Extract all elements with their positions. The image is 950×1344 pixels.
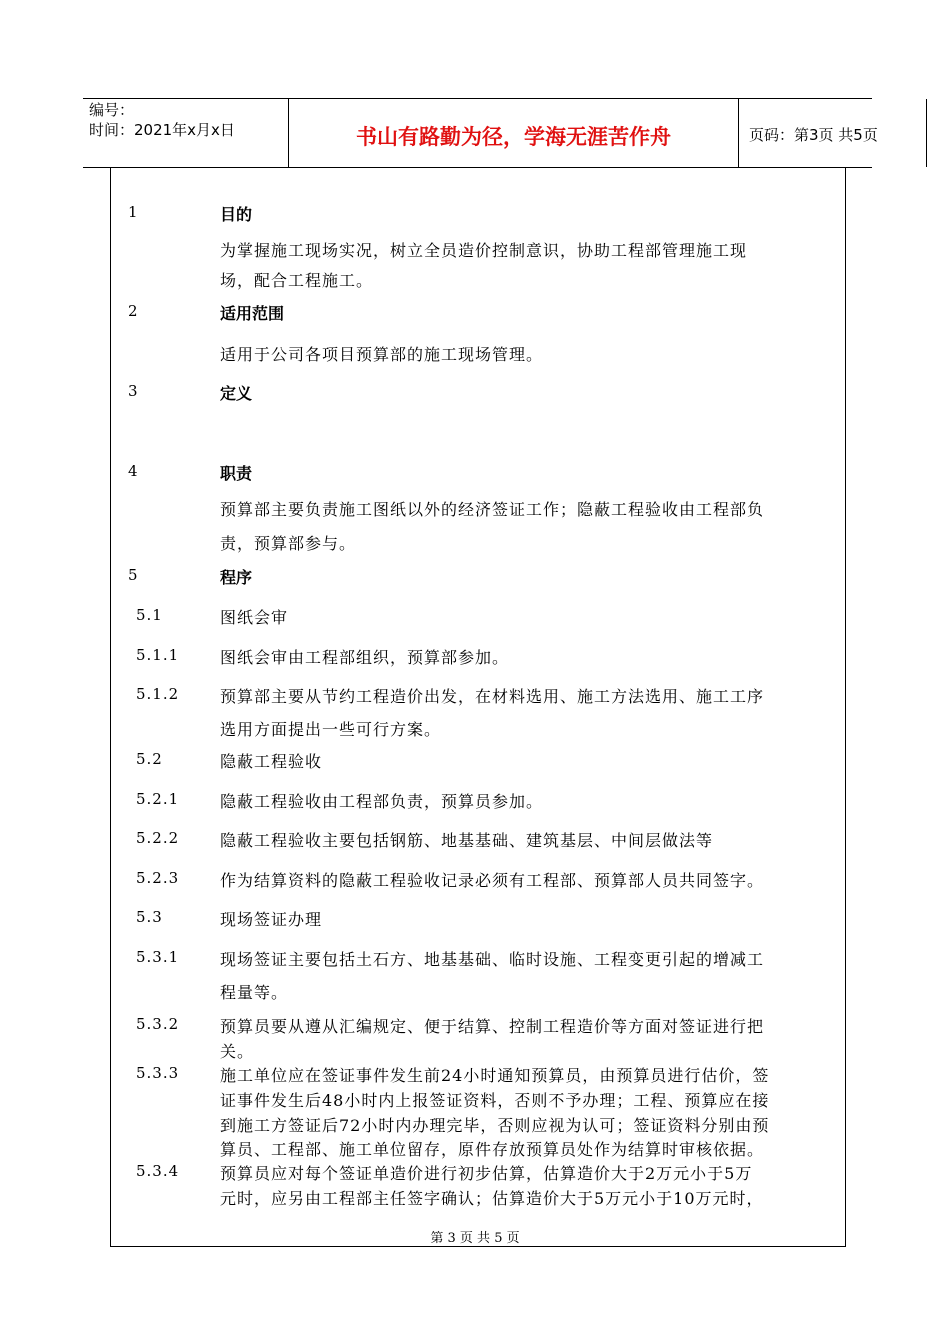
item-text: 隐蔽工程验收主要包括钢筋、地基基础、建筑基层、中间层做法等 [220,831,714,850]
item-text-line: 程量等。 [220,983,289,1002]
section-number: 4 [128,462,138,480]
item-number: 5.1.1 [136,646,180,664]
item-text: 隐蔽工程验收由工程部负责，预算员参加。 [220,792,544,811]
header-meta-cell [83,99,289,167]
item-number: 5.3.4 [136,1162,180,1180]
time-label: 时间：2021年x月x日 [89,121,235,139]
item-text-line: 预算员要从遵从汇编规定、便于结算、控制工程造价等方面对签证进行把 [220,1017,765,1036]
item-text: 现场签证办理 [220,910,323,929]
item-text: 图纸会审由工程部组织，预算部参加。 [220,648,510,667]
item-number: 5.2.3 [136,869,180,887]
item-text-line: 现场签证主要包括土石方、地基基础、临时设施、工程变更引起的增减工 [220,950,765,969]
item-number: 5.3 [136,908,163,926]
page-footer: 第 3 页 共 5 页 [430,1231,520,1246]
item-text-line: 选用方面提出一些可行方案。 [220,720,442,739]
item-number: 5.3.2 [136,1015,180,1033]
document-header [83,98,878,168]
purpose-text-line: 场，配合工程施工。 [220,271,374,290]
item-text-line: 施工单位应在签证事件发生前24小时通知预算员，由预算员进行估价，签 [220,1066,770,1085]
item-text-line: 预算员应对每个签证单造价进行初步估算，估算造价大于2万元小于5万 [220,1164,753,1183]
item-text-line: 算员、工程部、施工单位留存，原件存放预算员处作为结算时审核依据。 [220,1140,765,1159]
section-title-procedure: 程序 [220,568,253,587]
motto-text: 书山有路勤为径，学海无涯苦作舟 [356,125,671,149]
item-number: 5.2 [136,750,163,768]
page-code: 页码：第3页 共5页 [749,126,878,144]
item-number: 5.2.1 [136,790,180,808]
item-text: 作为结算资料的隐蔽工程验收记录必须有工程部、预算部人员共同签字。 [220,871,765,890]
purpose-text-line: 为掌握施工现场实况，树立全员造价控制意识，协助工程部管理施工现 [220,241,748,260]
item-number: 5.1 [136,606,163,624]
section-number: 1 [128,203,138,221]
duties-text-line: 预算部主要负责施工图纸以外的经济签证工作；隐蔽工程验收由工程部负 [220,500,765,519]
item-number: 5.1.2 [136,685,180,703]
item-text-line: 元时，应另由工程部主任签字确认；估算造价大于5万元小于10万元时， [220,1189,764,1208]
serial-label: 编号： [89,101,135,119]
section-title-duties: 职责 [220,464,253,483]
item-number: 5.3.1 [136,948,180,966]
item-text-line: 关。 [220,1042,255,1061]
item-text-line: 证事件发生后48小时内上报签证资料，否则不予办理；工程、预算应在接 [220,1091,770,1110]
section-title-definition: 定义 [220,384,253,403]
scope-text: 适用于公司各项目预算部的施工现场管理。 [220,345,544,364]
item-text-line: 到施工方签证后72小时内办理完毕，否则应视为认可；签证资料分别由预 [220,1116,770,1135]
item-text: 隐蔽工程验收 [220,752,323,771]
section-title-scope: 适用范围 [220,304,285,323]
header-page-cell [739,99,927,167]
section-number: 3 [128,382,138,400]
item-number: 5.2.2 [136,829,180,847]
duties-text-line: 责，预算部参与。 [220,534,357,553]
header-motto-cell [289,99,739,167]
section-number: 5 [128,566,138,584]
item-text-line: 预算部主要从节约工程造价出发，在材料选用、施工方法选用、施工工序 [220,687,765,706]
item-text: 图纸会审 [220,608,289,627]
section-title-purpose: 目的 [220,205,253,224]
section-number: 2 [128,302,138,320]
item-number: 5.3.3 [136,1064,180,1082]
